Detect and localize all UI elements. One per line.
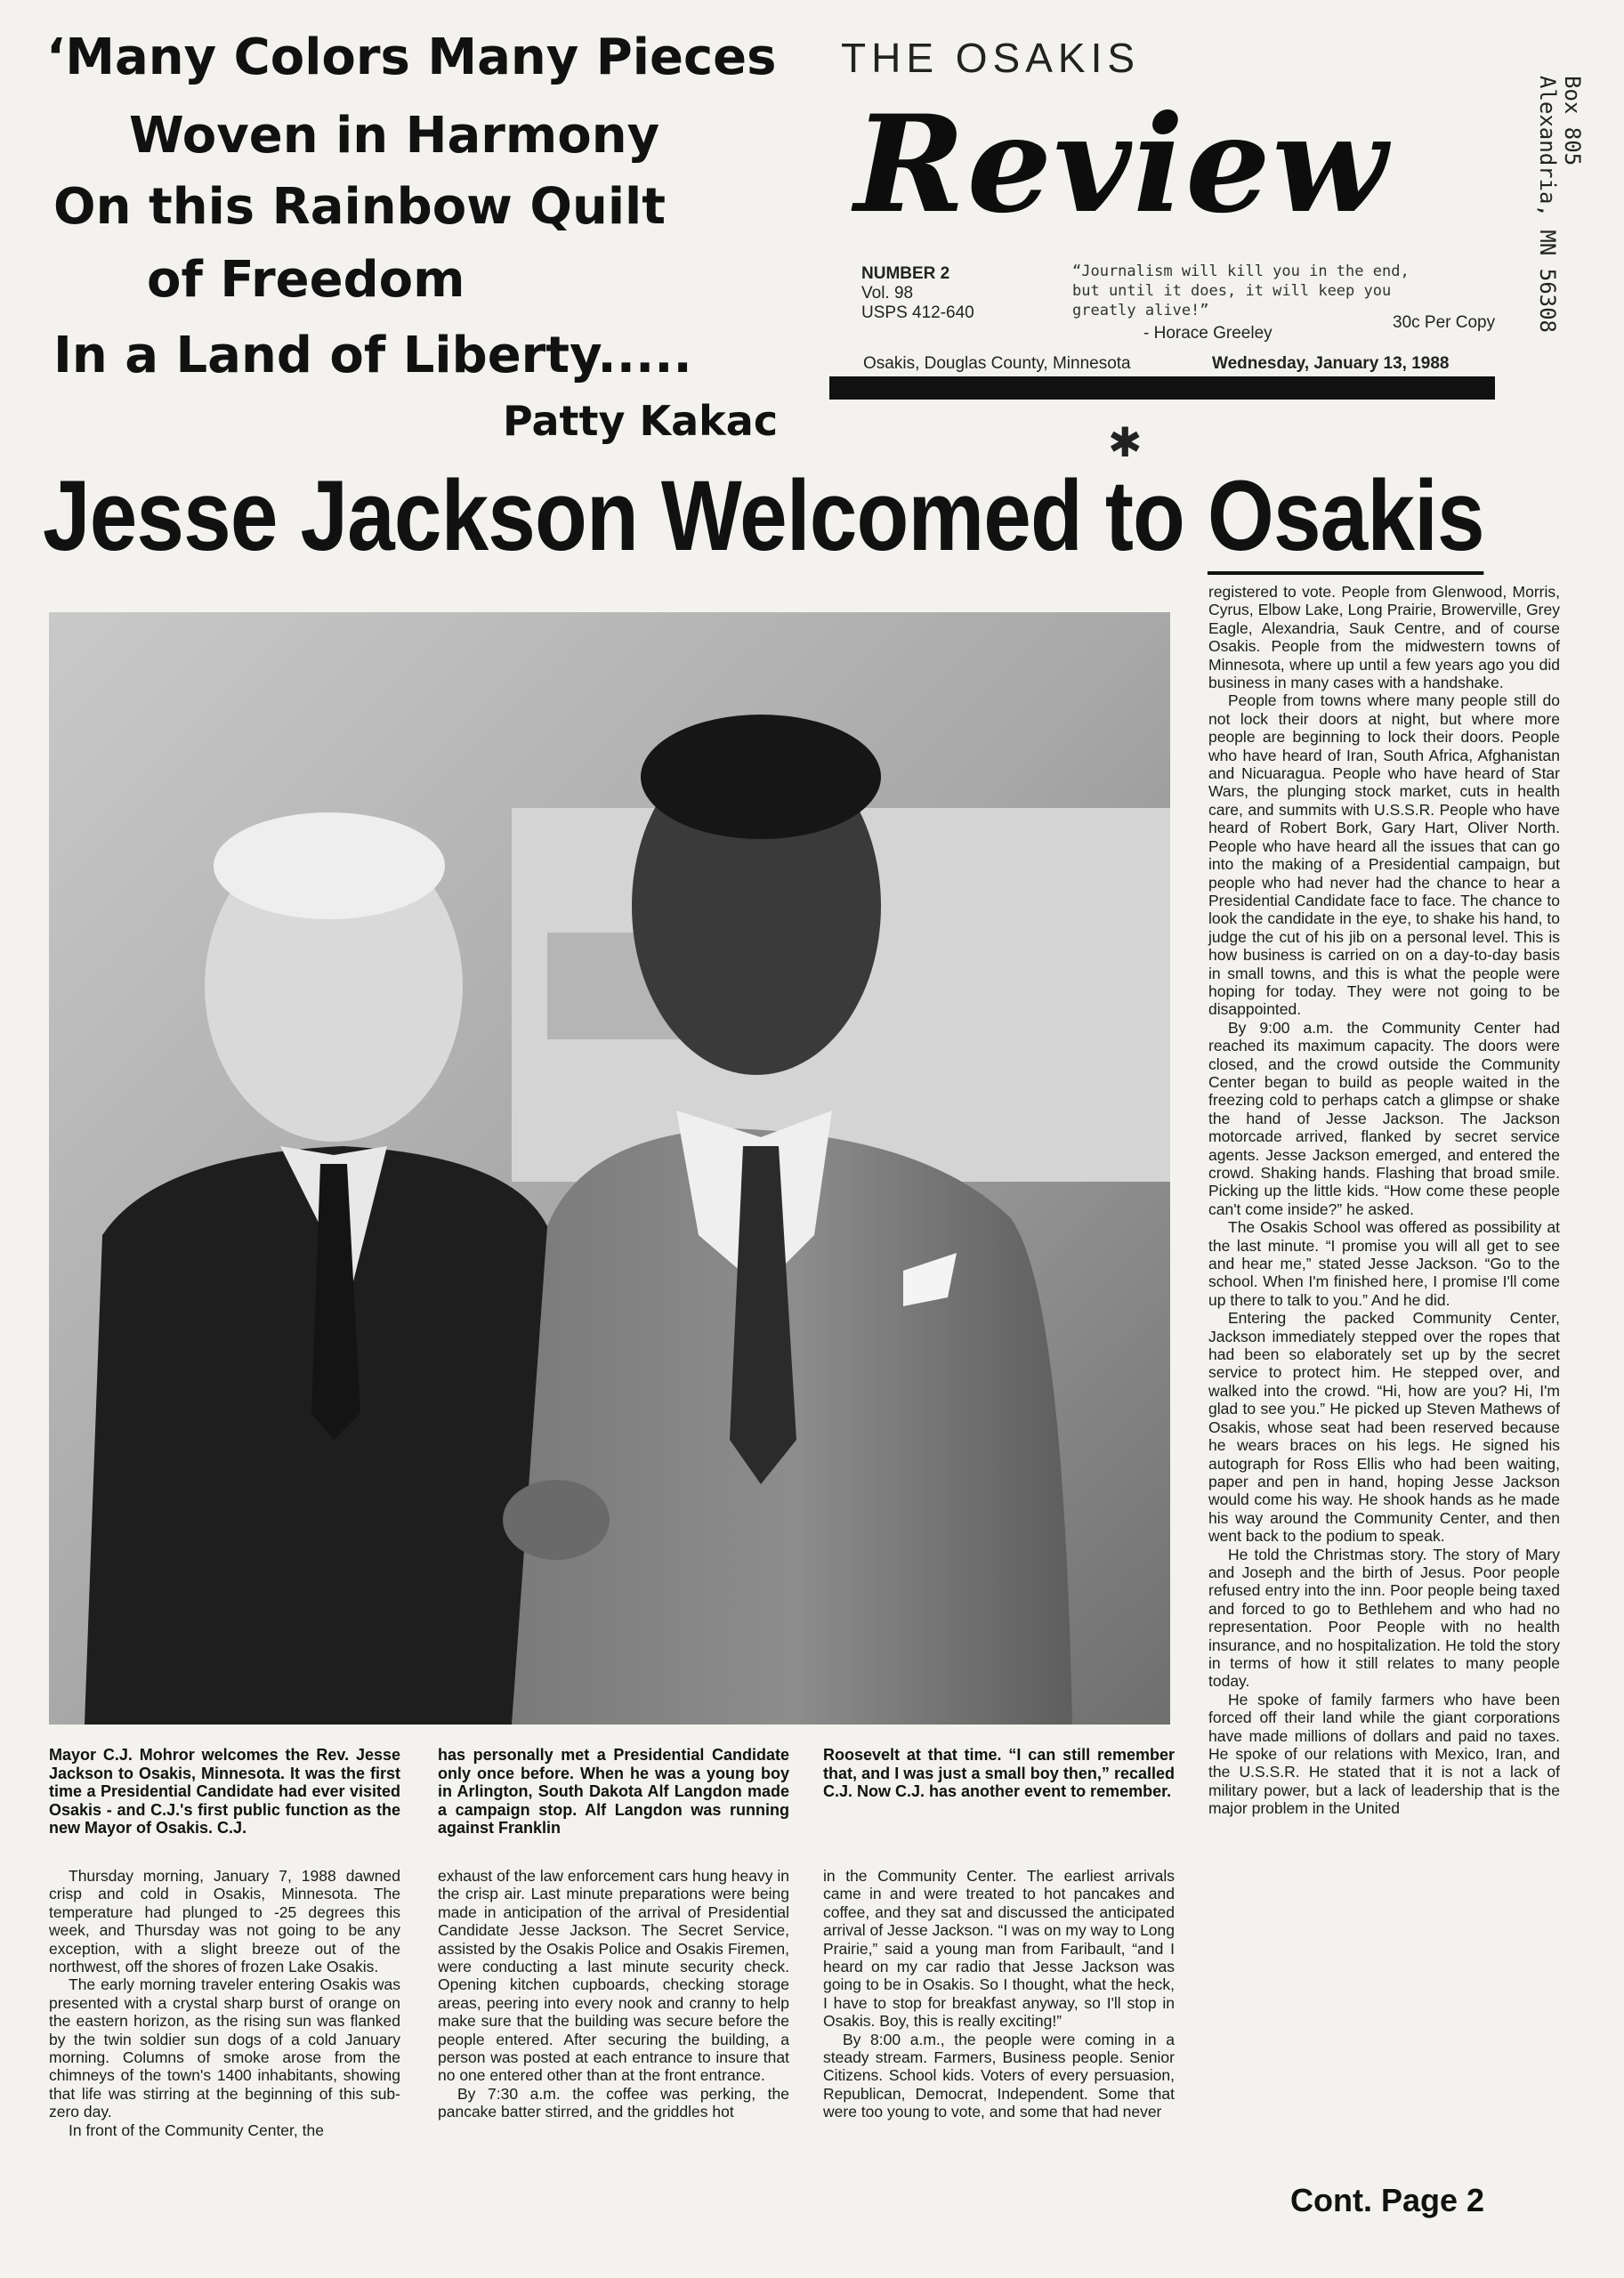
caption-column-2: has personally met a Presidential Candidate only once before. When he was a young boy in Arlington, South Dakota Alf Langdon made a campaign stop. Alf Langdon was running against Franklin (438, 1746, 789, 1837)
paragraph: The early morning traveler entering Osakis was presented with a crystal sharp burst of orange on the eastern horizon, as the rising sun was flanked by the twin soldier sun dogs of a cold January morning. Columns of smoke arose from the chimneys of the town's 1400 inhabitants, showing that life was stirring at the beginning of this sub-zero day. (49, 1975, 400, 2121)
headline (43, 460, 1484, 571)
mailing-label-line-2: Alexandria, MN 56308 (1535, 76, 1560, 333)
paragraph: He told the Christmas story. The story of Mary and Joseph and the birth of Jesus. Poor people refused entry into the inn. Poor people being taxed and forced to go to Bethlehem and who had no representation. Poor People with no health insurance, and no hospitalization. He told the story in terms of how it still relates to many people today. (1208, 1545, 1560, 1691)
masthead-rule (829, 376, 1495, 400)
paragraph: Thursday morning, January 7, 1988 dawned crisp and cold in Osakis, Minnesota. The temperature had plunged to -25 degrees this week, and Thursday was not going to be any exception, with a slight breeze out of the northwest, off the shores of frozen Lake Osakis. (49, 1867, 400, 1976)
paragraph: registered to vote. People from Glenwood, Morris, Cyrus, Elbow Lake, Long Prairie, Browerville, Grey Eagle, Alexandria, Sauk Centre, and of course Osakis. People from the midwestern towns of Minnesota, where up until a few years ago you did business in many cases with a handshake. (1208, 583, 1560, 692)
headline-text: Jesse Jackson Welcomed to (43, 460, 1208, 571)
paragraph: exhaust of the law enforcement cars hung heavy in the crisp air. Last minute preparations were being made in anticipation of the arrival of Presidential Candidate Jesse Jackson. The Secret Service, assisted by the Osakis Police and Osakis Firemen, were conducting a last minute security check. Opening kitchen cupboards, checking storage areas, peering into every nook and cranny to help make sure that the building was secure before the people entered. After securing the building, a person was posted at each entrance to insure that no one entered other than at the front entrance. (438, 1867, 789, 2085)
paragraph: In front of the Community Center, the (69, 2120, 324, 2139)
poem-line-1: ‘Many Colors Many Pieces (46, 28, 777, 86)
article-column-4 (1208, 583, 1560, 1818)
continued-notice: Cont. Page 2 (1290, 2182, 1485, 2218)
caption-column-3: Roosevelt at that time. “I can still remember that, and I was just a small boy then,” recalled C.J. Now C.J. has another event to remember. (823, 1746, 1175, 1800)
mailing-label (1535, 76, 1597, 467)
article-column-2 (438, 1867, 789, 2121)
masthead-quote-line-3: greatly alive!” (1072, 302, 1209, 319)
masthead-number: NUMBER 2 (861, 264, 950, 283)
paragraph: in the Community Center. The earliest arrivals came in and were treated to hot pancakes and coffee, and they sat and discussed the anticipated arrival of Jesse Jackson. “I was on my way to Long Prairie,” said a young man from Faribault, “and I heard on my car radio that Jesse Jackson was going to be in Osakis. So I thought, what the heck, I have to stop for breakfast anyway, so I'll stop in Osakis. Boy, this is really exciting!” (823, 1867, 1175, 2031)
star-mark: ✱ (1108, 419, 1143, 465)
poem-author: Patty Kakac (503, 397, 779, 445)
paragraph: Entering the packed Community Center, Jackson immediately stepped over the ropes that had been so elaborately set up by the secret service to protect him. He stepped over, and walked into the crowd. “Hi, how are you? Hi, I'm glad to see you.” He picked up Steven Mathews of Osakis, whose seat had been reserved because he wears braces on his legs. He signed his autograph for Ross Ellis who had been waiting, paper and pen in hand, hoping Jesse Jackson would come his way. He shook hands as he made his way around the Community Center, and then went back to the podium to speak. (1208, 1309, 1560, 1546)
paragraph: By 8:00 a.m., the people were coming in a steady stream. Farmers, Business people. Senior Citizens. School kids. Voters of every persuasion, Republican, Democrat, Independent. Some that were too young to vote, and some that had never (823, 2030, 1175, 2121)
masthead-volume: Vol. 98 (861, 284, 914, 303)
mailing-label-line-1: Box 805 (1560, 76, 1585, 166)
article-column-3 (823, 1867, 1175, 2121)
news-photo (49, 612, 1170, 1725)
paragraph: By 7:30 a.m. the coffee was perking, the pancake batter stirred, and the griddles hot (438, 2084, 789, 2121)
paragraph: The Osakis School was offered as possibility at the last minute. “I promise you will all get to see and hear me,” stated Jesse Jackson. “Go to the school. When I'm finished here, I promise I'll come up there to talk to you.” And he did. (1208, 1218, 1560, 1309)
masthead-the-osakis: THE OSAKIS (841, 35, 1141, 81)
paragraph: By 9:00 a.m. the Community Center had reached its maximum capacity. The doors were closed, and the crowd outside the Community Center began to build as people waited in the freezing cold to perhaps catch a glimpse or shake the hand of Jesse Jackson. The Jackson motorcade arrived, flanked by secret service agents. Jesse Jackson emerged, and entered the crowd. Shaking hands. Flashing that broad smile. Picking up the little kids. “How come these people can't come inside?” he asked. (1208, 1018, 1560, 1218)
masthead-price: 30c Per Copy (1393, 313, 1496, 332)
caption-column-1: Mayor C.J. Mohror welcomes the Rev. Jesse Jackson to Osakis, Minnesota. It was the first time a Presidential Candidate had ever visited Osakis - and C.J.'s first public function as the new Mayor of Osakis. C.J. (49, 1746, 400, 1837)
masthead-location: Osakis, Douglas County, Minnesota (863, 354, 1131, 373)
masthead-quote-author: - Horace Greeley (1143, 324, 1273, 343)
paragraph: He spoke of family farmers who have been forced off their land while the giant corporations have made millions of dollars and paid no taxes. He spoke of our relations with Mexico, Iran, and the U.S.S.R. He stated that it is not a lack of military power, but a lack of leadership that is the major problem in the United (1208, 1690, 1560, 1818)
poem-line-3: On this Rainbow Quilt (53, 178, 667, 236)
masthead-quote-line-1: “Journalism will kill you in the end, (1072, 263, 1410, 280)
headline-underlined-word: Osakis (1208, 460, 1484, 575)
masthead-quote-line-2: but until it does, it will keep you (1072, 282, 1392, 300)
poem-line-5: In a Land of Liberty..... (53, 327, 692, 384)
masthead-usps: USPS 412-640 (861, 303, 974, 322)
masthead-title: Review (854, 86, 1389, 243)
article-column-1 (49, 1867, 400, 2139)
poem-line-2: Woven in Harmony (129, 107, 660, 165)
poem-line-4: of Freedom (147, 251, 465, 309)
paragraph: People from towns where many people still do not lock their doors at night, but where more people are beginning to lock their doors. People who have heard of Iran, South Africa, Afghanistan and Nicuaragua. People who have heard of Star Wars, the plunging stock market, cuts in health care, and summits with U.S.S.R. People who have heard of Robert Bork, Gary Hart, Oliver North. People who have heard all the issues that can go into the making of a Presidential campaign, but people who had never had the chance to hear a Presidential Candidate face to face. The chance to look the candidate in the eye, to shake his hand, to judge the cut of his jib on a personal level. This is how business is carried on on a day-to-day basis in small towns, and this is what the people were hoping for today. They were not going to be disappointed. (1208, 691, 1560, 1019)
masthead-date: Wednesday, January 13, 1988 (1212, 354, 1450, 373)
